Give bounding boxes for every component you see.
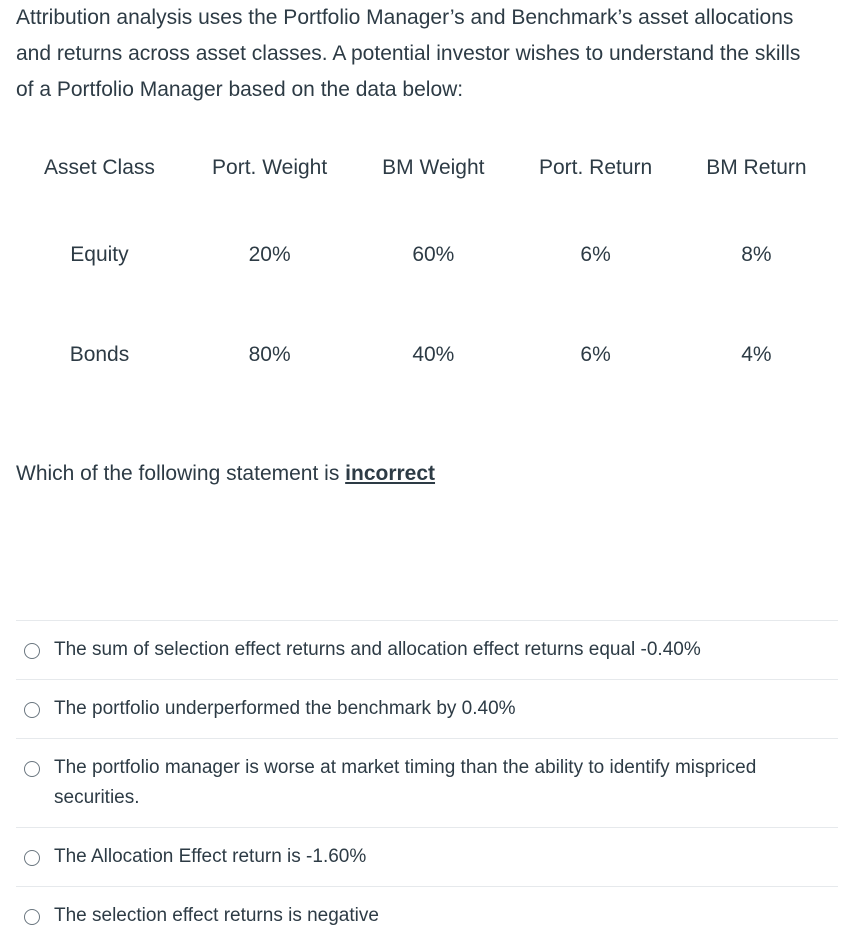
question-text: Which of the following statement is: [16, 462, 346, 485]
cell-port-weight: 20%: [248, 242, 291, 266]
answer-label[interactable]: The portfolio manager is worse at market timing than the ability to identify mispriced securities.: [54, 757, 757, 808]
header-bm-weight: BM Weight: [382, 156, 485, 179]
answer-label[interactable]: The portfolio underperformed the benchmark by 0.40%: [54, 698, 516, 719]
intro-paragraph: Attribution analysis uses the Portfolio Manager’s and Benchmark’s asset allocations and returns across asset classes. A potential investor wishes to understand the skills of a Portfolio Manager based on the data below:: [16, 6, 801, 101]
cell-bm-weight: 60%: [412, 242, 455, 266]
answer-list: [16, 620, 838, 945]
header-port-return: Port. Return: [538, 156, 653, 179]
radio-button-icon[interactable]: [24, 850, 40, 866]
answer-option-1[interactable]: [16, 620, 838, 679]
header-bm-return: BM Return: [706, 156, 807, 179]
cell-asset-class: Bonds: [69, 342, 130, 366]
allocation-table: [16, 138, 832, 398]
answer-label[interactable]: The Allocation Effect return is -1.60%: [54, 846, 367, 867]
cell-bm-return: 8%: [741, 242, 772, 266]
answer-label[interactable]: The selection effect returns is negative: [54, 905, 379, 926]
header-asset-class: Asset Class: [44, 156, 155, 179]
radio-button-icon[interactable]: [24, 643, 40, 659]
radio-button-icon[interactable]: [24, 909, 40, 925]
cell-asset-class: Equity: [70, 242, 129, 266]
answer-option-4[interactable]: [16, 827, 838, 886]
cell-bm-return: 4%: [741, 342, 772, 366]
table-row: [16, 198, 832, 311]
answer-label[interactable]: The sum of selection effect returns and allocation effect returns equal -0.40%: [54, 639, 701, 660]
table-header-row: [16, 138, 832, 198]
header-port-weight: Port. Weight: [212, 156, 328, 179]
answer-option-3[interactable]: [16, 738, 838, 827]
table-row: [16, 311, 832, 398]
radio-button-icon[interactable]: [24, 702, 40, 718]
question-emphasis: incorrect: [345, 462, 436, 485]
answer-option-2[interactable]: [16, 679, 838, 738]
cell-port-return: 6%: [580, 242, 611, 266]
answer-option-5[interactable]: [16, 886, 838, 945]
cell-bm-weight: 40%: [412, 342, 455, 366]
radio-button-icon[interactable]: [24, 761, 40, 777]
question-prompt: [16, 458, 435, 490]
cell-port-weight: 80%: [248, 342, 291, 366]
cell-port-return: 6%: [580, 342, 611, 366]
